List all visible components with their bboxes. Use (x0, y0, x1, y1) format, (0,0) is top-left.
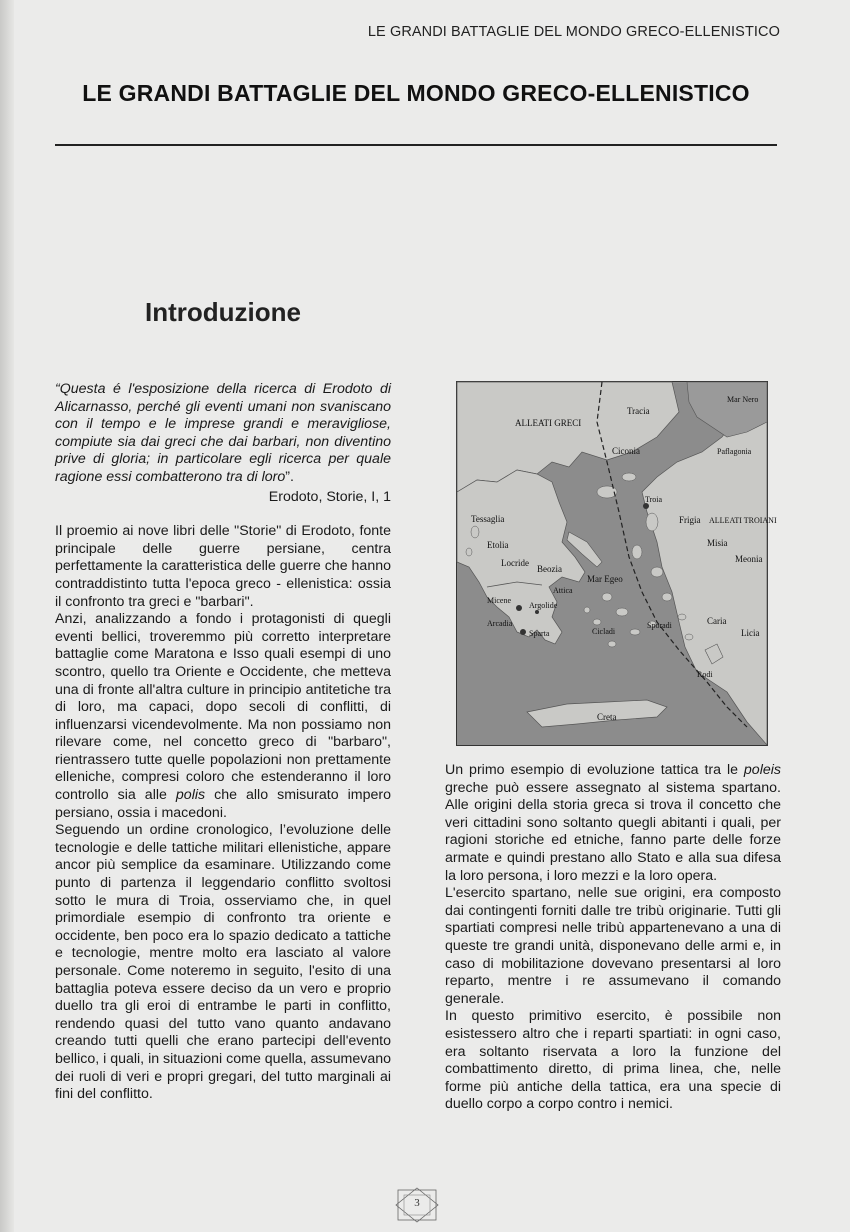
quote-attribution: Erodoto, Storie, I, 1 (268, 488, 391, 505)
map-label: Mar Nero (727, 395, 759, 404)
map-label: Argolide (529, 601, 558, 610)
paragraph-text: Un primo esempio di evoluzione tattica tra le (445, 762, 744, 778)
italic-term: poleis (743, 762, 781, 778)
map-label: Micene (487, 596, 511, 605)
paragraph-text: Anzi, analizzando a fondo i protagonisti di quegli eventi bellici, troveremmo più corretto interpretare battaglie come Maratona e Isso quali esempi di uno scontro, quello tra Oriente e Occidente, che metteva una di fronte all'altra culture in principio antitetiche tra di loro, ma capaci, dopo secoli di conflitti, di influenzarsi vicendevolmente. Ma non possiamo non rilevare come, nel concetto greco di "barbaro", rientrassero tutte quelle popolazioni non prettamente elleniche, compresi coloro che estenderanno il loro controllo sia alle (55, 611, 391, 804)
map-label: Attica (553, 586, 573, 595)
running-head: LE GRANDI BATTAGLIE DEL MONDO GRECO-ELLENISTICO (367, 24, 780, 40)
map-label: Beozia (537, 564, 562, 574)
map-label: Etolia (487, 540, 509, 550)
herodotus-quote (55, 381, 391, 487)
paragraph (445, 762, 781, 885)
section-heading: Introduzione (145, 297, 301, 327)
map-label: Licia (741, 628, 760, 638)
paragraph-text: greche può essere assegnato al sistema spartano. Alle origini della storia greca si trova il concetto che veri cittadini sono soltanto quegli abitanti i quali, per ragioni storiche ed etniche, fanno parte delle forze armate e quindi prestano allo Stato e alla sua difesa la loro persona, i loro mezzi e la loro opera. (445, 779, 781, 884)
map-graphic (457, 382, 777, 745)
map-label: Misia (707, 538, 728, 548)
map-label: Sparta (529, 629, 550, 638)
paragraph: L'esercito spartano, nelle sue origini, era composto dai contingenti forniti dalle tre tribù originarie. Tutti gli spartiati compresi nelle tribù appartenevano a una di queste tre grandi unità, disponevano delle armi e, in caso di mobilitazione dovevano presentarsi al loro reparto, mentre i re assumevano il comando generale. (445, 885, 781, 1007)
left-column (55, 381, 391, 1104)
right-column (445, 762, 781, 1114)
italic-term: polis (175, 787, 206, 804)
page-title: LE GRANDI BATTAGLIE DEL MONDO GRECO-ELLENISTICO (82, 80, 750, 106)
paragraph: Seguendo un ordine cronologico, l’evoluzione delle tecnologie e delle tattiche militari ellenistiche, appare ancor più semplice da esaminare. Utilizzando come punto di partenza il leggendario conflitto svoltosi sotto le mura di Troia, osserviamo che, in quel primordiale esempio di confronto tra oriente e occidente, ben poco era lo spazio dedicato a tattiche e tecnologie, mentre molto era lasciato al valore personale. Come noteremo in seguito, l'esito di una battaglia poteva essere deciso da un vero e proprio duello tra gli eroi di entrambe le parti in conflitto, rendendo quasi del tutto vano quanto andavano creando tutti quelli che erano partecipi dell'evento bellico, i quali, in situazioni come quella, assumevano dei ruoli di veri e propri gregari, del tutto marginali ai fini del conflitto. (55, 822, 391, 1103)
paragraph (55, 611, 391, 822)
map-label: ALLEATI TROIANI (709, 516, 777, 525)
map-label: Locride (501, 558, 529, 568)
title-rule (55, 144, 777, 146)
map-label: Ciconia (612, 446, 640, 456)
paragraph: Il proemio ai nove libri delle "Storie" di Erodoto, fonte principale delle guerre persiane, centra perfettamente la caratteristica delle guerre che hanno contraddistinto tutta l'epoca greco - ellenistica: ossia il confronto tra greci e "barbari". (55, 523, 391, 610)
quote-text: “Questa é l'esposizione della ricerca di Erodoto di Alicarnasso, perché gli eventi umani non svaniscano con il tempo e le imprese grandi e meravigliose, compiute sia dai greci che dai barbari, non diventino prive di gloria; in particolare egli ricerca per quale ragione essi combatterono tra di loro (55, 381, 391, 485)
map-label: Meonia (735, 554, 763, 564)
map-label: Arcadia (487, 619, 513, 628)
map-label: Cicladi (592, 627, 616, 636)
map-label: Creta (597, 712, 617, 722)
map-ancient-greece (456, 381, 777, 746)
map-label: Sporadi (647, 621, 672, 630)
map-label: Tessaglia (471, 514, 505, 524)
map-label: Tracia (627, 406, 650, 416)
map-label: Caria (707, 616, 727, 626)
map-label: Rodi (697, 670, 713, 679)
page-spine-shadow (0, 0, 14, 1232)
map-label: Paflagonia (717, 447, 752, 456)
map-label: ALLEATI GRECI (515, 418, 582, 428)
map-label: Mar Egeo (587, 574, 623, 584)
map-label: Troia (645, 495, 663, 504)
paragraph: In questo primitivo esercito, è possibile non esistessero altro che i reparti spartiati: in ogni caso, era soltanto riservata a loro la funzione del combattimento diretto, di prima linea, che, nelle forme più antiche della tattica, era una specie di duello corpo a corpo contro i nemici. (445, 1008, 781, 1113)
quote-closing: ”. (285, 468, 294, 485)
page-number-ornament (394, 1187, 440, 1223)
paragraph-text: che allo smisurato impero persiano, ossia i macedoni. (55, 787, 392, 821)
page-number: 3 (414, 1197, 420, 1209)
map-label: Frigia (679, 515, 701, 525)
